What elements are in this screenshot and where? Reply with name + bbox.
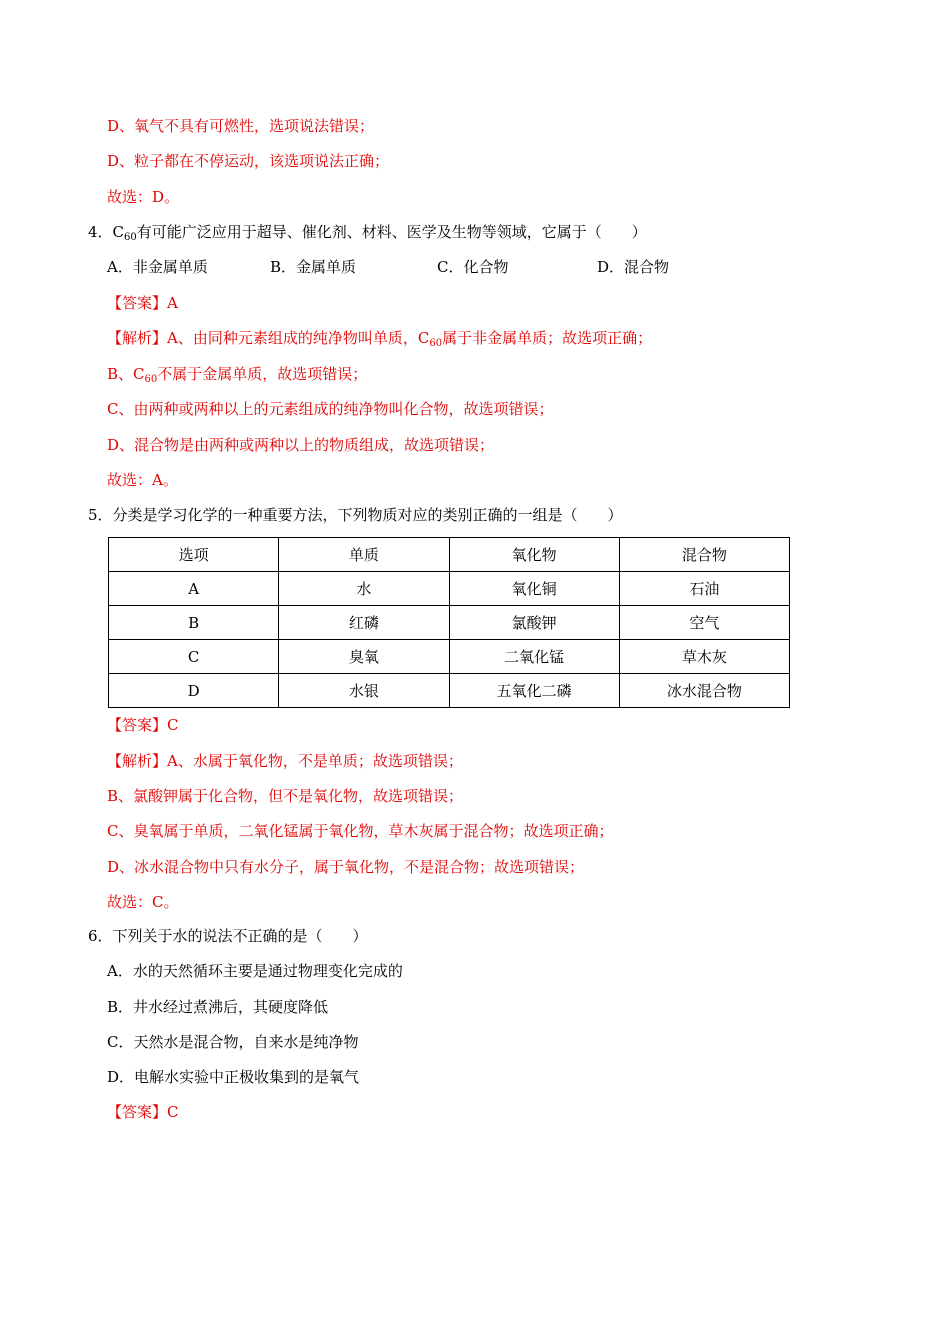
table-cell: 草木灰 — [619, 640, 789, 674]
formula-symbol: C — [112, 223, 125, 241]
table-row — [109, 674, 790, 708]
answer-line — [107, 293, 178, 313]
question-text: 分类是学习化学的一种重要方法，下列物质对应的类别正确的一组是（ ） — [112, 506, 623, 524]
option-d: D．电解水实验中正极收集到的是氧气 — [107, 1068, 360, 1086]
question-number: 5． — [88, 506, 113, 524]
option-a: A．水的天然循环主要是通过物理变化完成的 — [107, 962, 403, 980]
analysis-conclusion: 故选：C。 — [107, 893, 179, 911]
table-cell: 二氧化锰 — [449, 640, 619, 674]
analysis-conclusion: 故选：A。 — [107, 471, 178, 489]
answer-value: A — [167, 294, 178, 312]
analysis-label: 【解析】 — [107, 752, 168, 770]
table-header-cell: 混合物 — [619, 538, 789, 572]
formula-subscript: 60 — [429, 338, 443, 349]
option-a: A．非金属单质 — [107, 258, 208, 276]
question-number: 6． — [88, 927, 113, 945]
question-6-stem — [88, 926, 368, 946]
question-text: 下列关于水的说法不正确的是（ ） — [112, 927, 368, 945]
answer-label: 【答案】 — [107, 294, 168, 312]
formula-subscript: 60 — [124, 232, 137, 243]
table-cell: C — [109, 640, 279, 674]
table-row — [109, 572, 790, 606]
analysis-line: B、氯酸钾属于化合物，但不是氧化物，故选项错误； — [107, 787, 464, 805]
table-cell: B — [109, 606, 279, 640]
table-cell: 水银 — [279, 674, 449, 708]
question-5-stem — [88, 505, 623, 525]
table-cell: 水 — [279, 572, 449, 606]
answer-value: C — [167, 1103, 179, 1121]
option-b: B．金属单质 — [270, 258, 357, 276]
analysis-line: 【解析】A、水属于氧化物，不是单质；故选项错误； — [107, 752, 463, 770]
table-header-cell: 单质 — [279, 538, 449, 572]
analysis-conclusion: 故选：D。 — [107, 188, 180, 206]
option-d: D．混合物 — [597, 258, 670, 276]
table-cell: 氧化铜 — [449, 572, 619, 606]
table-cell: 空气 — [619, 606, 789, 640]
table-row — [109, 606, 790, 640]
analysis-line: D、混合物是由两种或两种以上的物质组成，故选项错误； — [107, 436, 495, 454]
table-cell: A — [109, 572, 279, 606]
answer-line — [107, 715, 179, 735]
analysis-line: C、由两种或两种以上的元素组成的纯净物叫化合物，故选项错误； — [107, 400, 554, 418]
analysis-line: D、氧气不具有可燃性，选项说法错误； — [107, 117, 375, 135]
table-cell: 臭氧 — [279, 640, 449, 674]
question-text: 有可能广泛应用于超导、催化剂、材料、医学及生物等领域，它属于（ ） — [136, 223, 647, 241]
table-header-cell: 选项 — [109, 538, 279, 572]
table-row — [109, 640, 790, 674]
table-cell: 氯酸钾 — [449, 606, 619, 640]
analysis-line: D、粒子都在不停运动，该选项说法正确； — [107, 152, 390, 170]
answer-label: 【答案】 — [107, 1103, 168, 1121]
option-c: C．化合物 — [437, 258, 509, 276]
analysis-line: D、冰水混合物中只有水分子，属于氧化物，不是混合物；故选项错误； — [107, 858, 585, 876]
formula-subscript: 60 — [144, 374, 158, 385]
analysis-line: B、$C_{60}$不属于金属单质，故选项错误； — [107, 365, 368, 385]
answer-label: 【答案】 — [107, 716, 168, 734]
table-cell: 五氧化二磷 — [449, 674, 619, 708]
analysis-line: 【解析】A、由同种元素组成的纯净物叫单质，$C_{60}$属于非金属单质；故选项正确； — [107, 329, 653, 349]
table-cell: 红磷 — [279, 606, 449, 640]
classification-table — [108, 537, 790, 708]
option-b: B．井水经过煮沸后，其硬度降低 — [107, 998, 329, 1016]
table-header-row — [109, 538, 790, 572]
answer-value: C — [167, 716, 179, 734]
table-cell: 石油 — [619, 572, 789, 606]
option-c: C．天然水是混合物，自来水是纯净物 — [107, 1033, 359, 1051]
question-4-stem — [88, 222, 647, 242]
table-cell: D — [109, 674, 279, 708]
analysis-line: C、臭氧属于单质，二氧化锰属于氧化物，草木灰属于混合物；故选项正确； — [107, 822, 614, 840]
question-number: 4． — [88, 223, 113, 241]
table-cell: 冰水混合物 — [619, 674, 789, 708]
analysis-label: 【解析】 — [107, 329, 168, 347]
answer-line — [107, 1102, 179, 1122]
table-header-cell: 氧化物 — [449, 538, 619, 572]
